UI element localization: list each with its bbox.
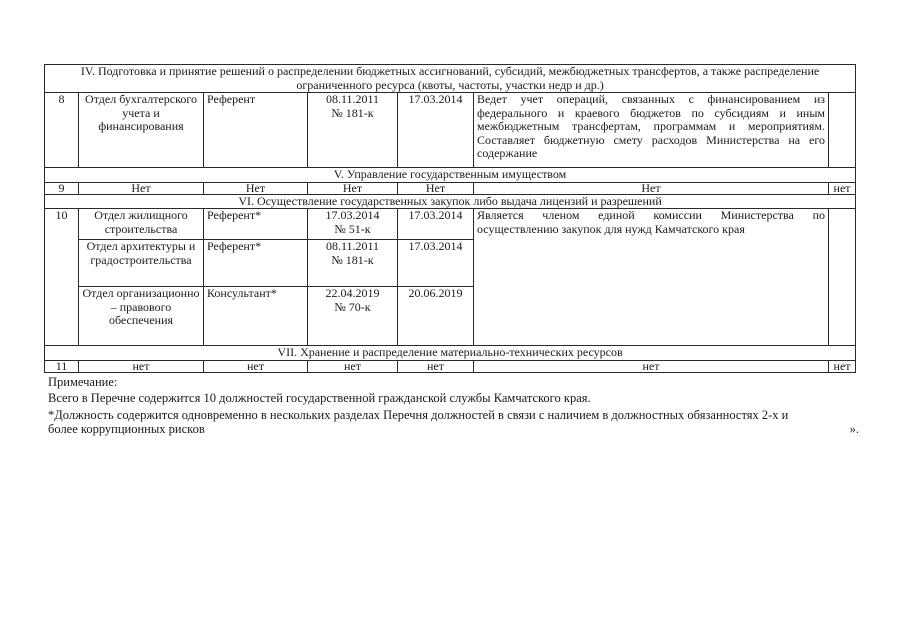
department-cell: Нет — [79, 182, 204, 194]
row-number: 10 — [45, 209, 79, 346]
section-row — [45, 168, 856, 183]
order-cell: 17.03.2014 № 51-к — [308, 209, 398, 240]
table-row — [45, 93, 856, 168]
position-cell: Нет — [204, 182, 308, 194]
row-number: 8 — [45, 93, 79, 168]
order-cell: 22.04.2019 № 70-к — [308, 287, 398, 346]
row-number: 11 — [45, 360, 79, 372]
duties-cell: Нет — [474, 182, 829, 194]
section-row — [45, 194, 856, 209]
extra-cell — [829, 93, 856, 168]
notes-heading: Примечание: — [48, 374, 118, 389]
duties-cell: нет — [474, 360, 829, 372]
duties-cell: Ведет учет операций, связанных с финансированием из федерального и краевого бюджетов по субсидиям и иным межбюджетным трансфертам, программам и мероприятиям. Составляет бюджетную смету расходов Министерства на его содержание — [474, 93, 829, 168]
order-cell: 08.11.2011 № 181-к — [308, 93, 398, 168]
notes-asterisk-line — [48, 408, 859, 437]
position-cell: нет — [204, 360, 308, 372]
positions-table — [44, 64, 856, 373]
duties-cell: Является членом единой комиссии Министерства по осуществлению закупок для нужд Камчатского края — [474, 209, 829, 346]
section-title-7: VII. Хранение и распределение материально-технических ресурсов — [45, 346, 856, 361]
date-cell: 20.06.2019 — [398, 287, 474, 346]
section-title-4: IV. Подготовка и принятие решений о распределении бюджетных ассигнований, субсидий, межбюджетных трансфертов, а также распределение ограниченного ресурса (квоты, частоты, участки недр и др.) — [45, 65, 856, 93]
position-cell: Консультант* — [204, 287, 308, 346]
department-cell: Отдел организационно – правового обеспечения — [79, 287, 204, 346]
notes-total: Всего в Перечне содержится 10 должностей государственной гражданской службы Камчатского края. — [48, 391, 591, 405]
department-cell: Отдел жилищного строительства — [79, 209, 204, 240]
notes-block — [44, 375, 859, 437]
position-cell: Референт* — [204, 240, 308, 287]
department-cell: Отдел архитектуры и градостроительства — [79, 240, 204, 287]
order-cell: Нет — [308, 182, 398, 194]
date-cell: 17.03.2014 — [398, 240, 474, 287]
date-cell: 17.03.2014 — [398, 209, 474, 240]
notes-closing-quote: ». — [849, 422, 859, 436]
document-page — [44, 64, 859, 439]
date-cell: нет — [398, 360, 474, 372]
order-cell: 08.11.2011 № 181-к — [308, 240, 398, 287]
date-cell: Нет — [398, 182, 474, 194]
table-row — [45, 360, 856, 372]
section-title-5: V. Управление государственным имуществом — [45, 168, 856, 183]
department-cell: Отдел бухгалтерского учета и финансирования — [79, 93, 204, 168]
section-row — [45, 65, 856, 93]
table-row — [45, 182, 856, 194]
table-row — [45, 209, 856, 240]
row-number: 9 — [45, 182, 79, 194]
extra-cell: нет — [829, 360, 856, 372]
section-row — [45, 346, 856, 361]
section-title-6: VI. Осуществление государственных закупок либо выдача лицензий и разрешений — [45, 194, 856, 209]
extra-cell: нет — [829, 182, 856, 194]
date-cell: 17.03.2014 — [398, 93, 474, 168]
extra-cell — [829, 209, 856, 346]
department-cell: нет — [79, 360, 204, 372]
position-cell: Референт* — [204, 209, 308, 240]
order-cell: нет — [308, 360, 398, 372]
notes-asterisk: *Должность содержится одновременно в нескольких разделах Перечня должностей в связи с наличием в должностных обязанностях 2-х и более коррупционных рисков — [48, 407, 789, 436]
position-cell: Референт — [204, 93, 308, 168]
